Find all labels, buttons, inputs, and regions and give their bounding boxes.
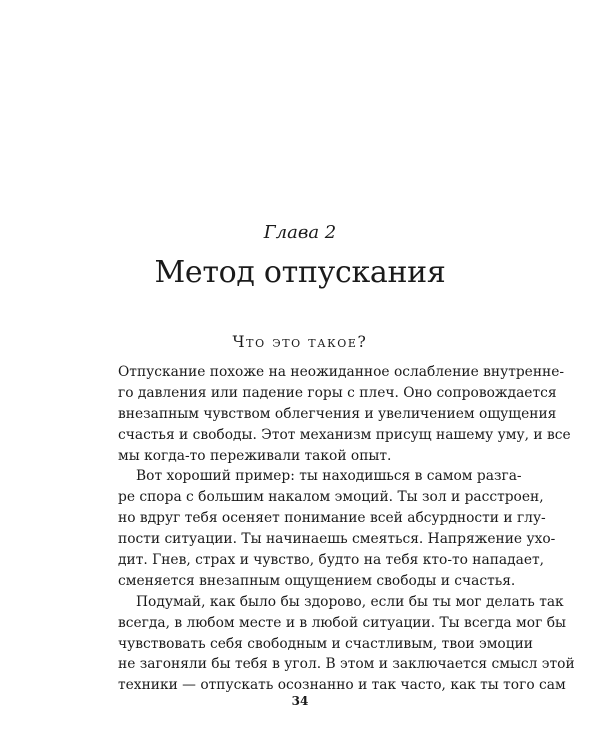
text-line: го давления или падение горы с плеч. Оно сопровождается (118, 384, 557, 401)
body-text (118, 362, 575, 696)
text-line: дит. Гнев, страх и чувство, будто на тебя кто-то нападает, (118, 552, 545, 569)
text-line: но вдруг тебя осеняет понимание всей абсурдности и глу- (118, 510, 546, 527)
chapter-label: Глава 2 (263, 222, 337, 243)
text-line: мы когда-то переживали такой опыт. (118, 447, 392, 464)
text-line: чувствовать себя свободным и счастливым, твои эмоции (118, 635, 533, 652)
text-line: Отпускание похоже на неожиданное ослабление внутренне- (118, 364, 565, 380)
text-line: Подумай, как было бы здорово, если бы ты мог делать так (136, 593, 564, 610)
text-line: ре спора с большим накалом эмоций. Ты зол и расстроен, (118, 489, 544, 506)
chapter-title: Метод отпускания (154, 255, 446, 290)
text-line: внезапным чувством облегчения и увеличением ощущения (118, 405, 557, 422)
text-line: Вот хороший пример: ты находишься в самом разга- (136, 468, 522, 485)
page-number: 34 (291, 694, 309, 708)
text-line: не загоняли бы тебя в угол. В этом и заключается смысл этой (118, 656, 575, 673)
text-line: пости ситуации. Ты начинаешь смеяться. Напряжение ухо- (118, 531, 556, 548)
text-line: счастья и свободы. Этот механизм присущ нашему уму, и все (118, 426, 571, 443)
text-line: всегда, в любом месте и в любой ситуации. Ты всегда мог бы (118, 614, 566, 631)
section-heading: Что это такое? (232, 333, 368, 351)
text-line: техники — отпускать осознанно и так часто, как ты того сам (118, 677, 566, 694)
text-line: сменяется внезапным ощущением свободы и счастья. (118, 572, 516, 589)
